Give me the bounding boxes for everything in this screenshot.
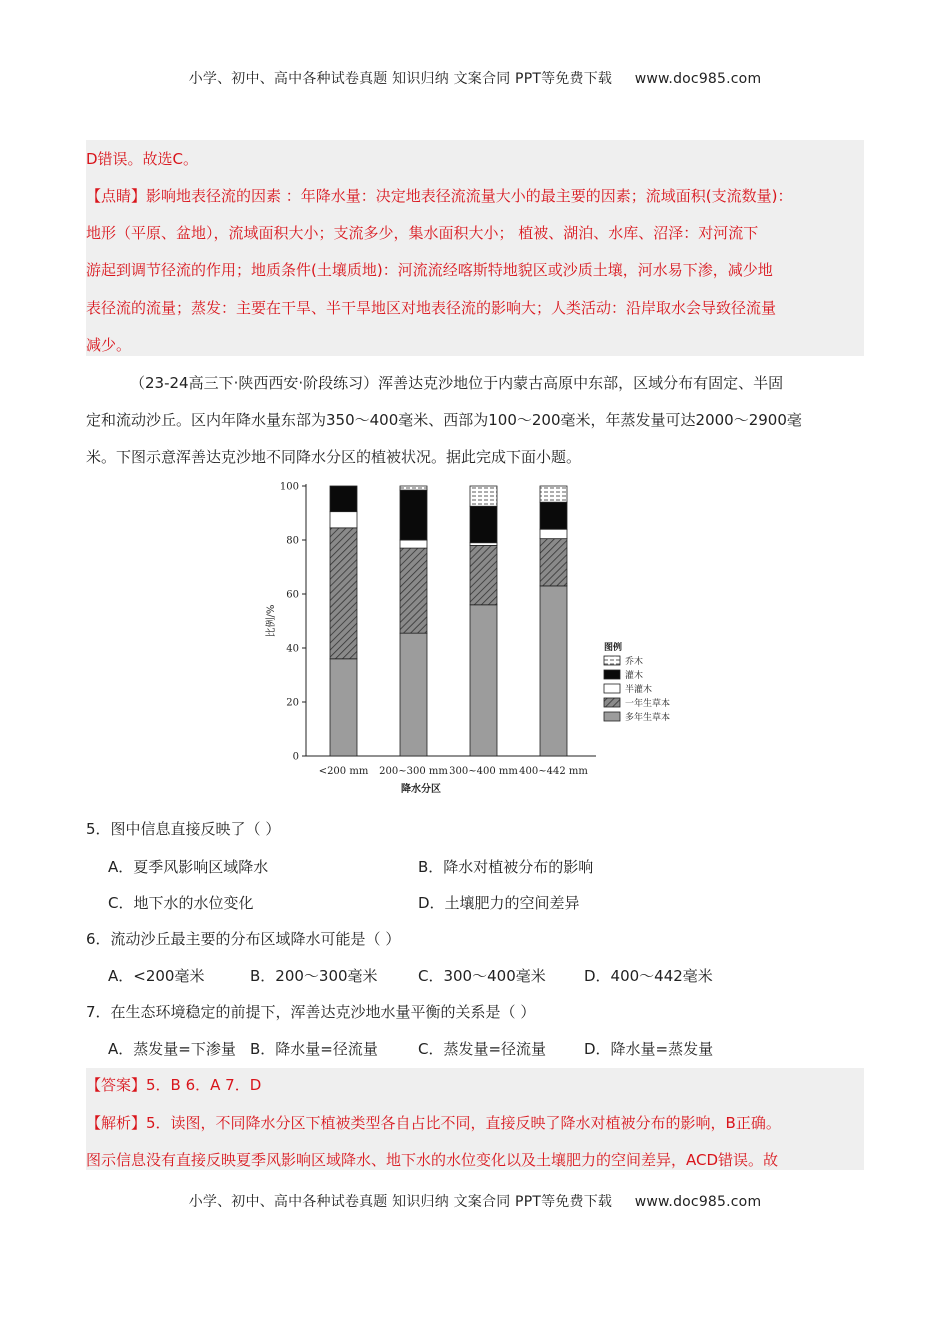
explanation-line: 【点睛】影响地表径流的因素 ：年降水量：决定地表径流流量大小的最主要的因素；流域面积(支流数量)： [86, 187, 793, 205]
option-7c[interactable]: C．蒸发量=径流量 [418, 1040, 547, 1058]
bar-segment [400, 486, 427, 490]
y-axis-label: 比例/% [266, 604, 277, 638]
legend-title: 图例 [604, 643, 623, 653]
bar-segment [400, 540, 427, 548]
bar-segment [400, 633, 427, 756]
vegetation-stacked-bar-chart [262, 470, 702, 800]
intro-line: （23-24高三下·陕西西安·阶段练习）浑善达克沙地位于内蒙古高原中东部，区域分布有固定、半固 [130, 374, 784, 392]
y-tick-label: 20 [286, 697, 299, 709]
option-5c[interactable]: C．地下水的水位变化 [108, 894, 254, 912]
legend-label: 多年生草本 [625, 713, 671, 723]
bar-segment [470, 605, 497, 756]
x-tick-label: 200~300 mm [379, 766, 448, 777]
analysis-line: 图示信息没有直接反映夏季风影响区域降水、地下水的水位变化以及土壤肥力的空间差异，ACD错误。故 [86, 1151, 779, 1169]
explanation-line: 游起到调节径流的作用；地质条件(土壤质地)：河流流经喀斯特地貌区或沙质土壤，河水易下渗，减少地 [86, 261, 773, 279]
bar-segment [330, 486, 357, 512]
x-tick-label: <200 mm [318, 766, 369, 777]
bar-segment [540, 586, 567, 756]
header-text: 小学、初中、高中各种试卷真题 知识归纳 文案合同 PPT等免费下载 [188, 71, 613, 87]
question-6: 6．流动沙丘最主要的分布区域降水可能是（ ） [86, 930, 401, 948]
explanation-block-top [86, 140, 864, 356]
y-tick-label: 0 [292, 751, 299, 763]
legend-swatch [604, 712, 620, 721]
legend-swatch [604, 656, 620, 665]
header-site-link[interactable]: www.doc985.com [634, 71, 762, 87]
legend-label: 灌木 [625, 671, 644, 681]
bar-segment [540, 502, 567, 529]
x-tick-label: 400~442 mm [519, 766, 588, 777]
bar-segment [540, 529, 567, 538]
bar-segment [400, 548, 427, 633]
y-tick-label: 80 [286, 535, 299, 547]
bar-segment [540, 539, 567, 586]
legend-label: 乔木 [625, 657, 644, 667]
y-tick-label: 40 [286, 643, 299, 655]
question-7: 7．在生态环境稳定的前提下，浑善达克沙地水量平衡的关系是（ ） [86, 1003, 536, 1021]
option-5d[interactable]: D．土壤肥力的空间差异 [418, 894, 580, 912]
option-7b[interactable]: B．降水量=径流量 [250, 1040, 378, 1058]
y-tick-label: 60 [286, 589, 299, 601]
explanation-line: 表径流的流量；蒸发：主要在干旱、半干旱地区对地表径流的影响大；人类活动：沿岸取水会导致径流量 [86, 299, 777, 317]
page-header [0, 68, 950, 88]
option-5a[interactable]: A．夏季风影响区域降水 [108, 858, 269, 876]
bar-segment [540, 486, 567, 502]
bar-segment [470, 545, 497, 604]
legend-label: 半灌木 [625, 685, 653, 695]
analysis-line: 【解析】5．读图，不同降水分区下植被类型各自占比不同，直接反映了降水对植被分布的影响，B正确。 [86, 1114, 781, 1132]
bar-segment [330, 512, 357, 528]
x-tick-label: 300~400 mm [449, 766, 518, 777]
bar-segment [330, 528, 357, 659]
intro-line: 定和流动沙丘。区内年降水量东部为350～400毫米、西部为100～200毫米，年蒸发量可达2000～2900毫 [86, 411, 802, 429]
explanation-line: 减少。 [86, 336, 132, 354]
answer-line: 【答案】5．B 6．A 7．D [86, 1076, 262, 1094]
legend-swatch [604, 684, 620, 693]
explanation-line: 地形（平原、盆地），流域面积大小；支流多少，集水面积大小； 植被、湖泊、水库、沼泽：对河流下 [86, 224, 759, 242]
intro-line: 米。下图示意浑善达克沙地不同降水分区的植被状况。据此完成下面小题。 [86, 448, 582, 466]
bar-segment [470, 486, 497, 506]
bar-segment [330, 659, 357, 756]
option-6c[interactable]: C．300～400毫米 [418, 967, 546, 985]
option-6d[interactable]: D．400～442毫米 [584, 967, 713, 985]
explanation-line: D错误。故选C。 [86, 150, 199, 168]
page-footer [0, 1191, 950, 1211]
option-7d[interactable]: D．降水量=蒸发量 [584, 1040, 714, 1058]
legend-swatch [604, 698, 620, 707]
bar-segment [470, 543, 497, 546]
footer-text: 小学、初中、高中各种试卷真题 知识归纳 文案合同 PPT等免费下载 [188, 1194, 613, 1210]
option-5b[interactable]: B．降水对植被分布的影响 [418, 858, 594, 876]
option-6a[interactable]: A．<200毫米 [108, 967, 205, 985]
option-6b[interactable]: B．200～300毫米 [250, 967, 378, 985]
x-axis-label: 降水分区 [401, 784, 441, 795]
bar-segment [470, 506, 497, 542]
bar-segment [400, 490, 427, 540]
footer-site-link[interactable]: www.doc985.com [634, 1194, 762, 1210]
y-tick-label: 100 [279, 481, 299, 493]
legend-swatch [604, 670, 620, 679]
question-5: 5．图中信息直接反映了（ ） [86, 820, 281, 838]
legend-label: 一年生草本 [625, 699, 671, 709]
option-7a[interactable]: A．蒸发量=下渗量 [108, 1040, 236, 1058]
